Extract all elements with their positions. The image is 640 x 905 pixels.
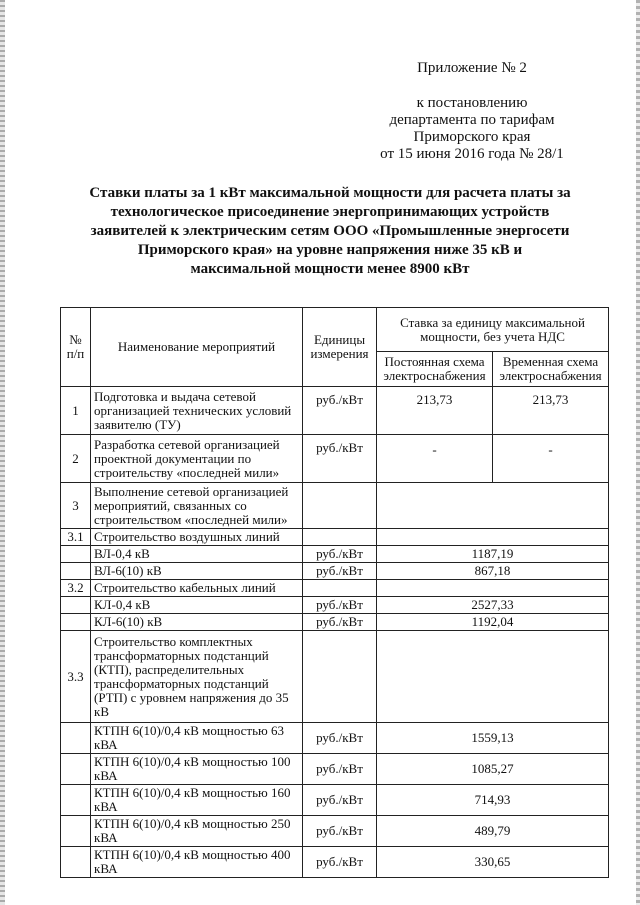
row-value: 2527,33 (377, 597, 609, 614)
row-number-empty (61, 723, 91, 754)
scan-edge-right (636, 0, 640, 905)
table-row (61, 597, 609, 614)
row-number: 1 (61, 387, 91, 435)
header-line: к постановлению (416, 95, 528, 111)
row-value-empty (377, 580, 609, 597)
header-unit: Единицы измерения (303, 308, 377, 387)
row-name: КТПН 6(10)/0,4 кВ мощностью 160 кВА (91, 785, 303, 816)
row-unit: руб./кВт (303, 387, 377, 435)
row-number-empty (61, 754, 91, 785)
row-unit: руб./кВт (303, 847, 377, 878)
header-line: Приморского края (413, 129, 531, 145)
row-permanent-value: - (377, 435, 493, 483)
row-number: 3.3 (61, 631, 91, 723)
row-name: Строительство комплектных трансформаторных подстанций (КТП), распределительных трансформаторных подстанций (РТП) с уровнем напряжения до 35 кВ (91, 631, 303, 723)
row-number: 3.1 (61, 529, 91, 546)
header-line: департамента по тарифам (389, 112, 555, 128)
row-name: КЛ-6(10) кВ (91, 614, 303, 631)
row-unit-empty (303, 580, 377, 597)
table-row (61, 563, 609, 580)
row-unit-empty (303, 483, 377, 529)
header-line: от 15 июня 2016 года № 28/1 (380, 146, 564, 162)
row-number-empty (61, 785, 91, 816)
row-temporary-value: 213,73 (493, 387, 609, 435)
row-name: ВЛ-6(10) кВ (91, 563, 303, 580)
header-name: Наименование мероприятий (91, 308, 303, 387)
table-row (61, 816, 609, 847)
rates-table (60, 307, 609, 878)
row-name: КТПН 6(10)/0,4 кВ мощностью 250 кВА (91, 816, 303, 847)
row-value-empty (377, 483, 609, 529)
table-row (61, 387, 609, 435)
row-name: КТПН 6(10)/0,4 кВ мощностью 63 кВА (91, 723, 303, 754)
table-row (61, 435, 609, 483)
row-unit: руб./кВт (303, 597, 377, 614)
header-permanent-scheme: Постоянная схема электроснабжения (377, 352, 493, 387)
row-value-empty (377, 529, 609, 546)
row-unit: руб./кВт (303, 546, 377, 563)
title-line: Ставки платы за 1 кВт максимальной мощности для расчета платы за (89, 185, 571, 201)
header-temporary-scheme: Временная схема электроснабжения (493, 352, 609, 387)
row-name: КТПН 6(10)/0,4 кВ мощностью 100 кВА (91, 754, 303, 785)
table-row (61, 754, 609, 785)
document-title (70, 184, 590, 279)
row-temporary-value: - (493, 435, 609, 483)
row-unit: руб./кВт (303, 435, 377, 483)
row-value: 489,79 (377, 816, 609, 847)
header-rate: Ставка за единицу максимальной мощности, без учета НДС (377, 308, 609, 352)
row-number: 3 (61, 483, 91, 529)
title-line: технологическое присоединение энергопринимающих устройств (110, 204, 550, 220)
table-row (61, 483, 609, 529)
row-unit: руб./кВт (303, 754, 377, 785)
row-value: 330,65 (377, 847, 609, 878)
row-name: Подготовка и выдача сетевой организацией технических условий заявителю (ТУ) (91, 387, 303, 435)
row-value: 1187,19 (377, 546, 609, 563)
row-name: Строительство воздушных линий (91, 529, 303, 546)
header-number: № п/п (61, 308, 91, 387)
title-line: заявителей к электрическим сетям ООО «Промышленные энергосети (90, 223, 570, 239)
row-number-empty (61, 614, 91, 631)
row-name: КЛ-0,4 кВ (91, 597, 303, 614)
row-name: ВЛ-0,4 кВ (91, 546, 303, 563)
row-value: 1085,27 (377, 754, 609, 785)
row-value: 1192,04 (377, 614, 609, 631)
table-row (61, 785, 609, 816)
row-number-empty (61, 546, 91, 563)
row-number-empty (61, 816, 91, 847)
row-name: КТПН 6(10)/0,4 кВ мощностью 400 кВА (91, 847, 303, 878)
row-unit: руб./кВт (303, 563, 377, 580)
table-row (61, 546, 609, 563)
table-row (61, 631, 609, 723)
row-unit: руб./кВт (303, 723, 377, 754)
row-name: Разработка сетевой организацией проектной документации по строительству «последней мили» (91, 435, 303, 483)
row-number-empty (61, 597, 91, 614)
row-number: 3.2 (61, 580, 91, 597)
appendix-label: Приложение № 2 (417, 60, 527, 76)
table-row (61, 580, 609, 597)
row-value: 867,18 (377, 563, 609, 580)
row-name: Выполнение сетевой организацией мероприятий, связанных со строительством «последней мили» (91, 483, 303, 529)
row-unit-empty (303, 529, 377, 546)
document-header (362, 60, 582, 163)
title-line: Приморского края» на уровне напряжения ниже 35 кВ и (137, 242, 523, 258)
row-value: 714,93 (377, 785, 609, 816)
row-value-empty (377, 631, 609, 723)
row-unit-empty (303, 631, 377, 723)
table-row (61, 614, 609, 631)
table-row (61, 723, 609, 754)
scan-edge-left (0, 0, 5, 905)
row-number: 2 (61, 435, 91, 483)
row-name: Строительство кабельных линий (91, 580, 303, 597)
row-permanent-value: 213,73 (377, 387, 493, 435)
row-unit: руб./кВт (303, 785, 377, 816)
row-value: 1559,13 (377, 723, 609, 754)
row-number-empty (61, 847, 91, 878)
title-line: максимальной мощности менее 8900 кВт (190, 261, 470, 277)
row-unit: руб./кВт (303, 614, 377, 631)
row-number-empty (61, 563, 91, 580)
table-row (61, 847, 609, 878)
row-unit: руб./кВт (303, 816, 377, 847)
table-row (61, 529, 609, 546)
